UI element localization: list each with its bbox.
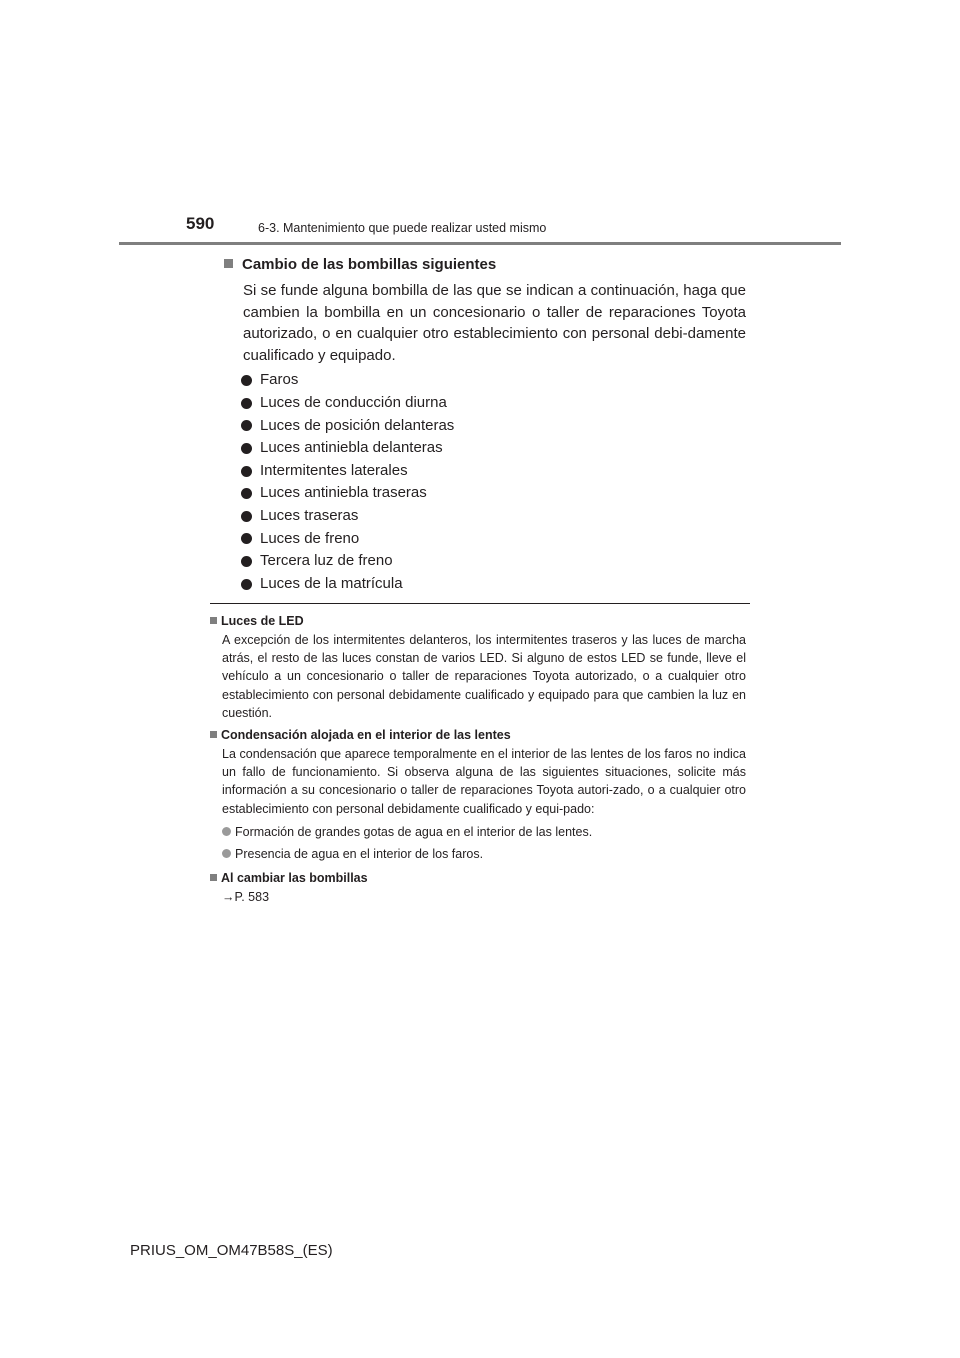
list-item-text: Formación de grandes gotas de agua en el interior de las lentes. xyxy=(235,824,593,839)
square-bullet-icon xyxy=(210,874,217,881)
bullet-dot-icon xyxy=(241,466,252,477)
bulb-list xyxy=(241,369,746,595)
list-item xyxy=(241,415,746,438)
square-bullet-icon xyxy=(210,731,217,738)
bullet-dot-icon xyxy=(241,556,252,567)
bullet-dot-icon xyxy=(222,827,231,836)
note-text: A excepción de los intermitentes delanteros, los intermitentes traseros y las luces de marcha atrás, el resto de las luces constan de varios LED. Si alguno de estos LED se funde, lleve el vehículo a un concesionario o taller de reparaciones Toyota autorizado, o a cualquier otro establecimiento con personal debidamente cualificado y equipado para que cambien la luz en cuestión. xyxy=(222,633,746,720)
bullet-dot-icon xyxy=(241,533,252,544)
note-condensation xyxy=(210,727,746,865)
list-item xyxy=(241,573,746,596)
list-item-text: Luces de posición delanteras xyxy=(260,416,455,434)
bullet-dot-icon xyxy=(222,849,231,858)
note-heading xyxy=(210,613,746,629)
list-item xyxy=(222,843,746,865)
list-item xyxy=(222,821,746,843)
list-item xyxy=(241,460,746,483)
list-item-text: Luces de freno xyxy=(260,529,360,547)
list-item-text: Luces traseras xyxy=(260,506,359,524)
bullet-dot-icon xyxy=(241,398,252,409)
list-item xyxy=(241,392,746,415)
note-text: La condensación que aparece temporalmente en el interior de las lentes de los faros no indica un fallo de funcionamiento. Si observa alguna de las siguientes situaciones, solicite más información a su concesionario o taller de reparaciones Toyota autori-zado, o a cualquier otro establecimiento con personal debidamente cualificado y equi-pado: xyxy=(222,747,746,816)
header-rule xyxy=(119,242,841,245)
note-heading xyxy=(210,870,746,886)
bullet-dot-icon xyxy=(241,375,252,386)
chapter-title: 6-3. Mantenimiento que puede realizar usted mismo xyxy=(258,221,547,235)
list-item-text: Luces antiniebla traseras xyxy=(260,484,427,502)
list-item-text: Luces de la matrícula xyxy=(260,574,403,592)
list-item xyxy=(241,369,746,392)
bullet-dot-icon xyxy=(241,420,252,431)
list-item xyxy=(241,528,746,551)
section-paragraph: Si se funde alguna bombilla de las que se indican a continuación, haga que cambien la bombilla en un concesionario o taller de reparaciones Toyota autorizado, o en cualquier otro establecimiento con personal debi-damente cualificado y equipado. xyxy=(243,282,746,364)
note-heading-text: Condensación alojada en el interior de las lentes xyxy=(221,728,511,743)
page-reference: →P. 583 xyxy=(222,889,270,904)
page-number: 590 xyxy=(186,214,215,233)
note-heading xyxy=(210,727,746,743)
main-section xyxy=(224,254,746,595)
note-heading-text: Al cambiar las bombillas xyxy=(221,870,368,885)
list-item-text: Faros xyxy=(260,371,299,389)
list-item xyxy=(241,482,746,505)
list-item xyxy=(241,550,746,573)
note-replacing xyxy=(210,870,746,906)
list-item-text: Luces antiniebla delanteras xyxy=(260,439,443,457)
bullet-dot-icon xyxy=(241,488,252,499)
condensation-list xyxy=(222,821,746,865)
list-item-text: Presencia de agua en el interior de los faros. xyxy=(235,846,484,861)
list-item-text: Tercera luz de freno xyxy=(260,552,393,570)
square-bullet-icon xyxy=(210,617,217,624)
notes-section xyxy=(210,613,746,906)
notes-divider xyxy=(210,603,750,604)
document-code: PRIUS_OM_OM47B58S_(ES) xyxy=(130,1242,333,1259)
list-item xyxy=(241,437,746,460)
bullet-dot-icon xyxy=(241,579,252,590)
list-item xyxy=(241,505,746,528)
list-item-text: Luces de conducción diurna xyxy=(260,393,447,411)
section-heading xyxy=(224,254,746,276)
section-heading-text: Cambio de las bombillas siguientes xyxy=(242,256,497,273)
bullet-dot-icon xyxy=(241,443,252,454)
list-item-text: Intermitentes laterales xyxy=(260,461,408,479)
note-led xyxy=(210,613,746,722)
note-heading-text: Luces de LED xyxy=(221,614,304,628)
bullet-dot-icon xyxy=(241,511,252,522)
square-bullet-icon xyxy=(224,259,233,268)
